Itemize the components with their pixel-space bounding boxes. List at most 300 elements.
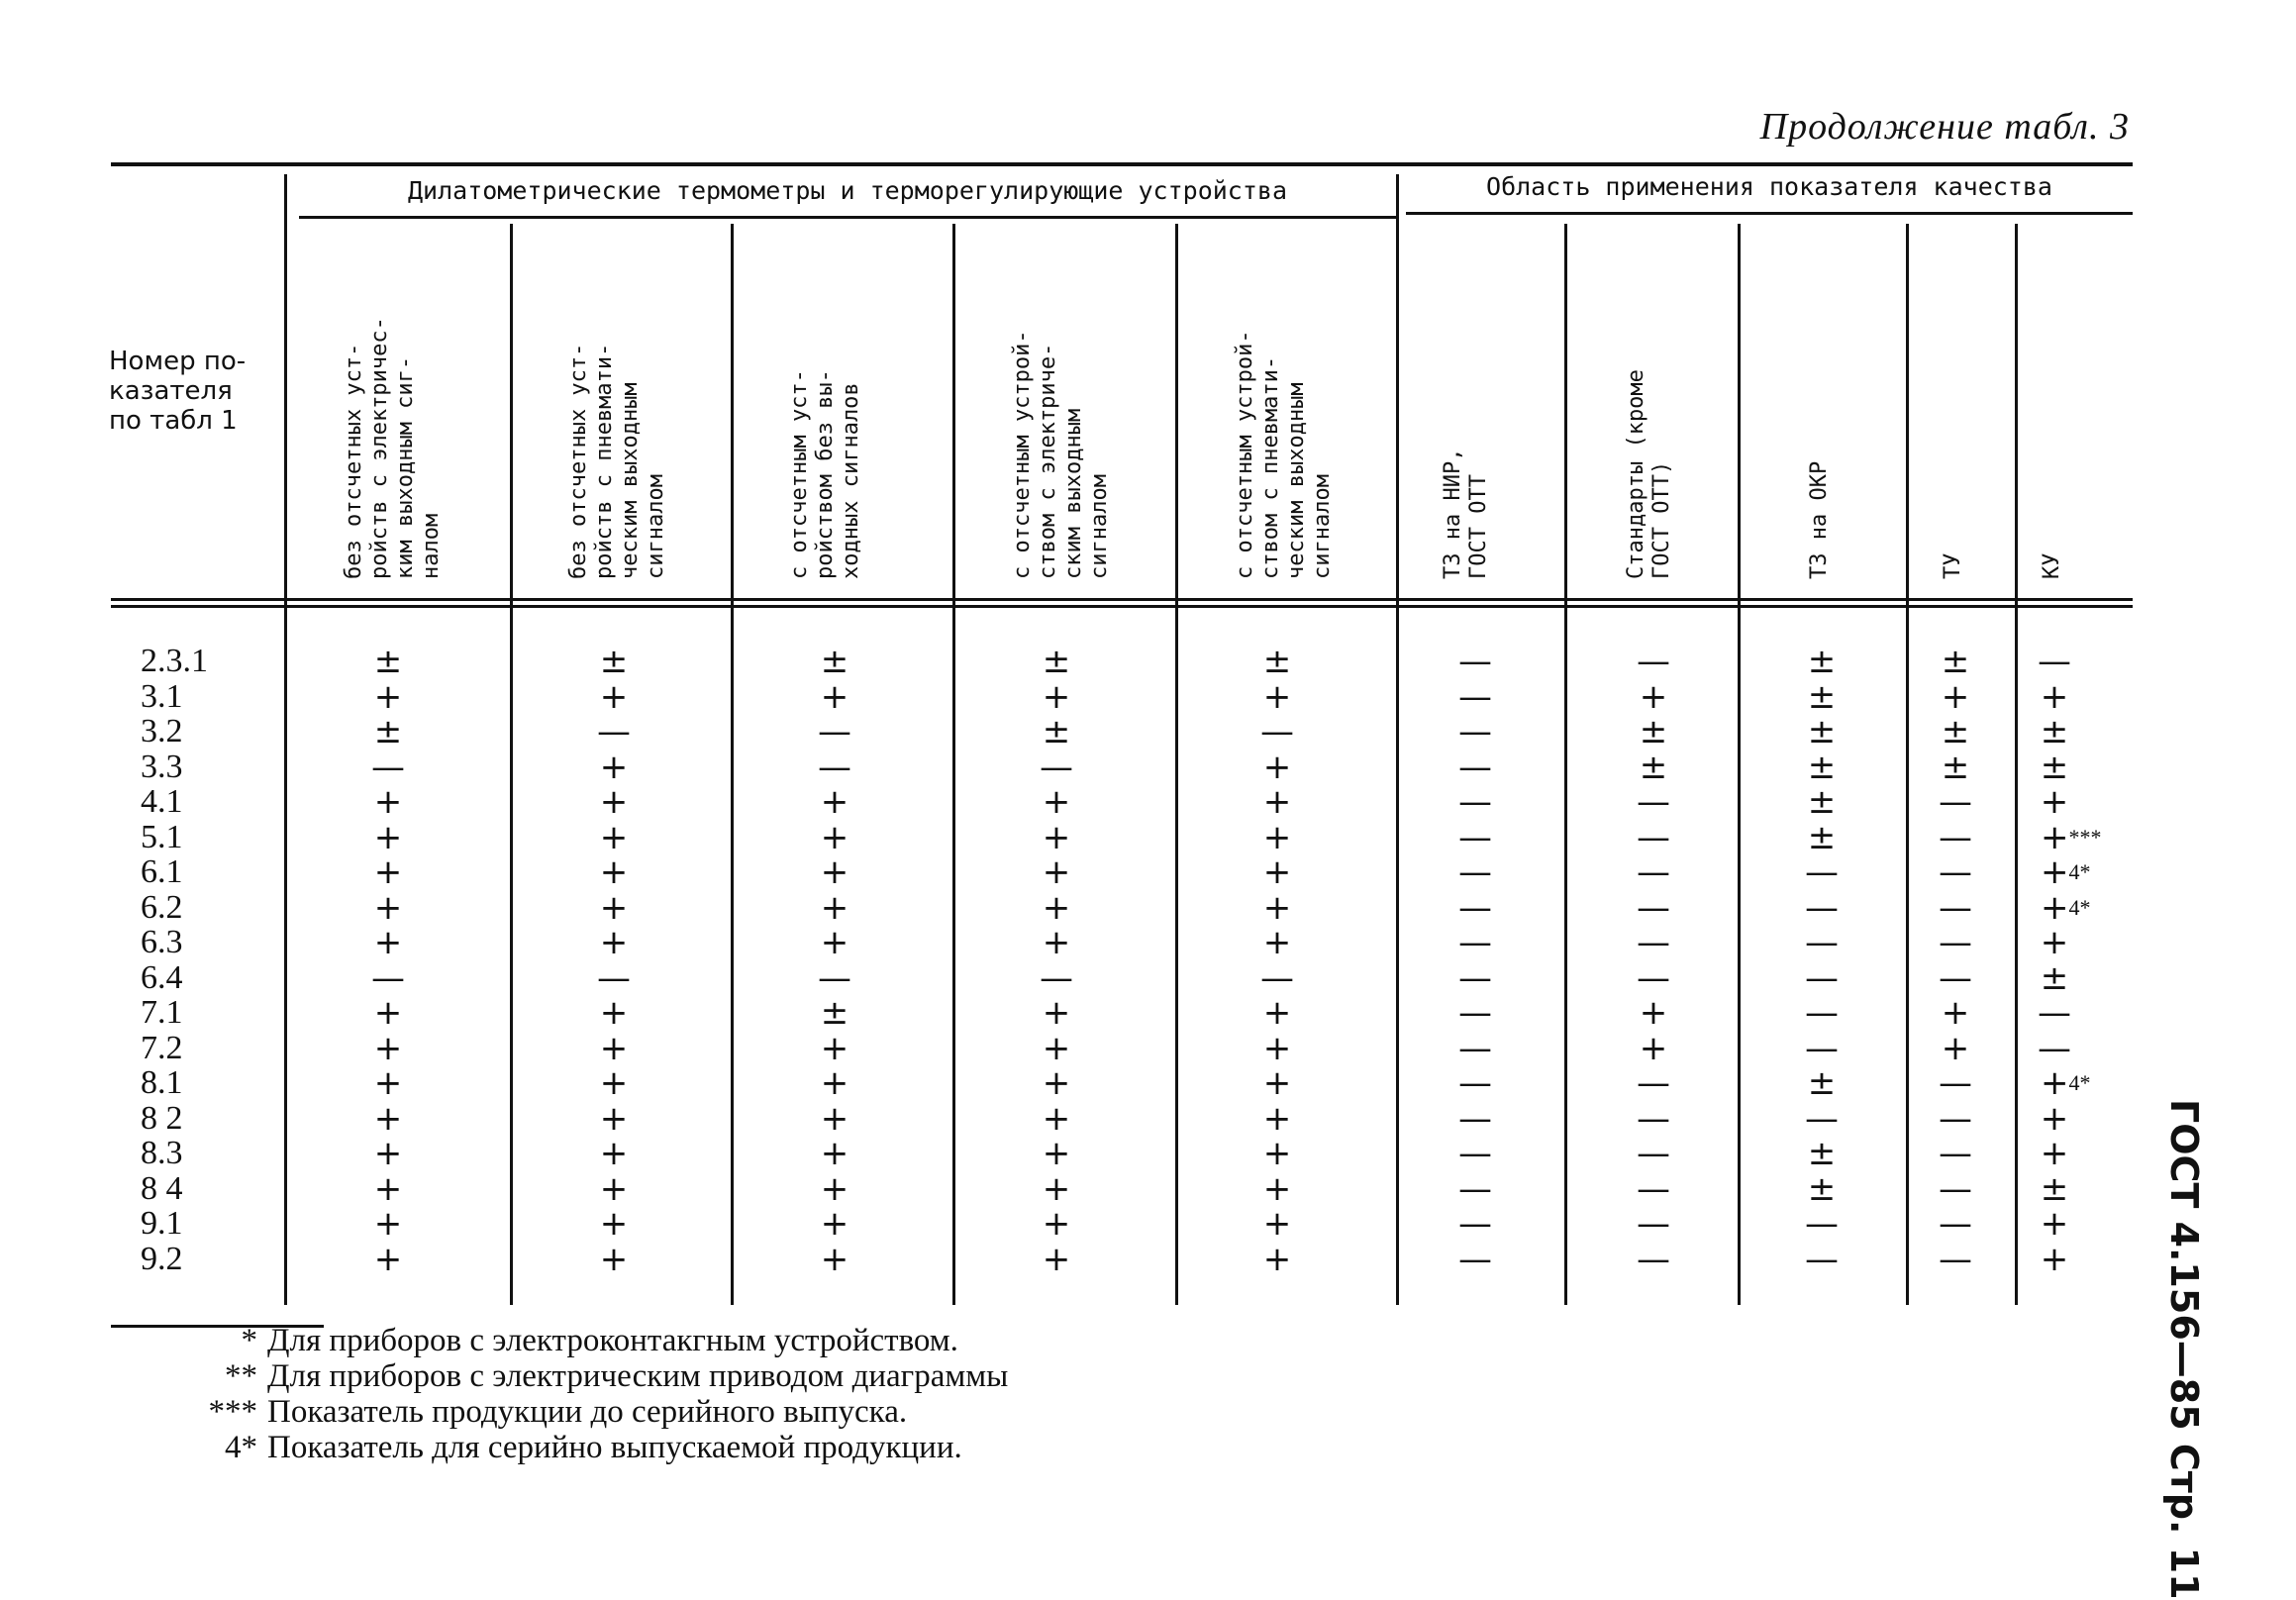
table-cell (1027, 925, 1086, 960)
table-cell (1624, 1206, 1683, 1242)
table-cell (805, 887, 864, 928)
cell-value: — (1805, 1028, 1839, 1068)
table-cell (1926, 676, 1985, 717)
table-cell (2025, 925, 2084, 960)
cell-value: ± (1941, 712, 1970, 751)
table-cell (1027, 1168, 1086, 1209)
column-divider (1175, 224, 1178, 1305)
cell-value: — (1458, 887, 1492, 928)
cell-value: + (820, 1168, 849, 1209)
cell-value: + (820, 676, 849, 717)
table-cell (1624, 1028, 1683, 1068)
row-number: 8 2 (141, 1099, 183, 1137)
table-cell (1792, 887, 1851, 928)
cell-value: ± (373, 642, 403, 681)
cell-value: — (1458, 642, 1492, 681)
cell-value: + (599, 817, 629, 857)
row-number: 8.3 (141, 1135, 183, 1171)
cell-value: + (2040, 676, 2069, 717)
table-cell (2025, 1028, 2084, 1068)
cell-value: — (1458, 712, 1492, 751)
table-cell (805, 1206, 864, 1242)
table-cell (1624, 644, 1683, 679)
table-cell (2025, 1168, 2084, 1209)
table-cell (2041, 817, 2130, 857)
cell-value: ± (1262, 642, 1292, 681)
cell-value: + (2041, 852, 2069, 892)
table-cell (1248, 854, 1307, 890)
cell-value: + (2041, 817, 2069, 857)
table-cell (358, 925, 418, 960)
table-cell (2025, 784, 2084, 820)
cell-value: ± (2040, 712, 2069, 751)
row-number: 3.2 (141, 713, 183, 750)
table-cell (1446, 1239, 1505, 1279)
cell-value: + (2041, 887, 2069, 928)
table-cell (1926, 1206, 1985, 1242)
cell-value: + (1941, 676, 1970, 717)
column-divider (1396, 174, 1399, 1305)
cell-value: + (1042, 1134, 1071, 1173)
column-divider (2015, 224, 2018, 1305)
cell-value: + (1262, 1204, 1292, 1244)
cell-value: + (820, 1204, 849, 1244)
table-cell (1446, 784, 1505, 820)
cell-value: — (1458, 817, 1492, 857)
cell-value: + (1042, 923, 1071, 962)
cell-value: + (1639, 1028, 1668, 1068)
column-header: без отсчетных уст- ройств с электричес- ким выходным сиг- налом (342, 317, 444, 579)
table-cell (1624, 854, 1683, 890)
cell-value: + (1042, 782, 1071, 822)
cell-value: — (1939, 957, 1972, 998)
table-cell (1446, 1206, 1505, 1242)
cell-value: — (1637, 1063, 1670, 1103)
cell-value: — (1458, 676, 1492, 717)
table-cell (1027, 995, 1086, 1031)
table-cell (2025, 676, 2084, 717)
cell-value: — (1458, 852, 1492, 892)
cell-value: + (1262, 1098, 1292, 1139)
row-number: 7.2 (141, 1029, 183, 1066)
table-cell (1926, 1065, 1985, 1101)
column-divider (952, 224, 955, 1305)
row-number: 8 4 (141, 1169, 183, 1207)
table-cell (805, 1098, 864, 1139)
cell-value: + (820, 1028, 849, 1068)
table-cell (584, 854, 644, 890)
cell-value: — (597, 712, 631, 751)
table-cell (584, 957, 644, 998)
cell-value: + (1042, 1204, 1071, 1244)
table-cell (1792, 1206, 1851, 1242)
table-cell (584, 747, 644, 787)
table-cell (1926, 644, 1985, 679)
side-page-label: ГОСТ 4.156—85 Стр. 11 (2162, 1099, 2206, 1600)
table-cell (805, 925, 864, 960)
table-cell (1248, 644, 1307, 679)
cell-value: + (2040, 782, 2069, 822)
cell-value: — (818, 747, 851, 787)
cell-value: — (1637, 817, 1670, 857)
footnote-mark: * (241, 1323, 257, 1358)
cell-value: + (599, 1134, 629, 1173)
table-cell (2025, 995, 2084, 1031)
cell-value: — (1805, 923, 1839, 962)
footnote (188, 1323, 1008, 1358)
cell-value: — (1458, 993, 1492, 1033)
table-cell (2041, 1065, 2130, 1101)
table-cell (805, 784, 864, 820)
cell-value: + (599, 852, 629, 892)
cell-value: — (1637, 782, 1670, 822)
table-cell (805, 644, 864, 679)
table-cell (1792, 1028, 1851, 1068)
table-cell (358, 854, 418, 890)
table-cell (805, 1168, 864, 1209)
table-cell (1446, 1065, 1505, 1101)
footnote (188, 1394, 1008, 1430)
table-cell (1027, 644, 1086, 679)
table-cell (1446, 995, 1505, 1031)
group-right-underline (1406, 212, 2133, 215)
cell-value: ± (820, 642, 849, 681)
table-cell (1248, 995, 1307, 1031)
table-cell (2025, 1206, 2084, 1242)
table-cell (1926, 747, 1985, 787)
table-cell (584, 887, 644, 928)
row-number: 3.3 (141, 748, 183, 785)
table-cell (1926, 784, 1985, 820)
cell-value: — (1458, 923, 1492, 962)
cell-value: — (371, 747, 405, 787)
cell-value: — (1637, 1134, 1670, 1173)
cell-value: — (1458, 1204, 1492, 1244)
cell-value: + (1042, 1098, 1071, 1139)
cell-value: + (373, 676, 403, 717)
cell-value: — (1805, 993, 1839, 1033)
table-cell (1792, 714, 1851, 750)
cell-value: — (818, 957, 851, 998)
table-cell (2041, 854, 2130, 890)
cell-value: ± (1639, 747, 1668, 787)
footnote-mark: 4* (225, 1430, 257, 1465)
column-divider (1564, 224, 1567, 1305)
table-cell (1624, 925, 1683, 960)
cell-value: + (1262, 993, 1292, 1033)
cell-value: — (1458, 1239, 1492, 1279)
table-cell (1248, 817, 1307, 857)
table-cell (584, 1136, 644, 1171)
table-cell (358, 1168, 418, 1209)
cell-value: — (1637, 1098, 1670, 1139)
table-cell (1446, 887, 1505, 928)
cell-value: + (599, 1063, 629, 1103)
table-cell (1248, 1136, 1307, 1171)
cell-value: + (373, 1028, 403, 1068)
table-cell (1027, 1239, 1086, 1279)
cell-value: + (599, 993, 629, 1033)
table-cell (1624, 957, 1683, 998)
table-cell (1027, 887, 1086, 928)
cell-value: + (1262, 1063, 1292, 1103)
cell-value: — (2038, 993, 2071, 1033)
table-cell (1248, 1065, 1307, 1101)
cell-value: + (1042, 1168, 1071, 1209)
cell-value: + (373, 1098, 403, 1139)
cell-value: ± (1941, 642, 1970, 681)
cell-value: — (1637, 923, 1670, 962)
column-divider (284, 174, 287, 1305)
cell-value: — (1458, 1168, 1492, 1209)
table-cell (1446, 957, 1505, 998)
cell-value: + (820, 1239, 849, 1279)
table-cell (1792, 957, 1851, 998)
cell-value: — (1805, 852, 1839, 892)
cell-value: — (1637, 1204, 1670, 1244)
column-header: с отсчетным уст- ройством без вы- ходных сигналов (787, 369, 863, 579)
table-cell (1446, 714, 1505, 750)
table-cell (1624, 1065, 1683, 1101)
table-cell (584, 925, 644, 960)
cell-value: + (373, 1168, 403, 1209)
table-cell (1926, 1168, 1985, 1209)
cell-value: + (1262, 1239, 1292, 1279)
cell-value: — (1458, 1134, 1492, 1173)
table-cell (1624, 887, 1683, 928)
table-cell (1926, 817, 1985, 857)
cell-value: + (599, 1098, 629, 1139)
column-header: без отсчетных уст- ройств с пневмати- ческим выходным сигналом (566, 343, 668, 579)
cell-value: + (599, 1239, 629, 1279)
table-cell (2025, 1239, 2084, 1279)
cell-value: — (1458, 957, 1492, 998)
cell-value: + (373, 1204, 403, 1244)
cell-value: — (1939, 923, 1972, 962)
cell-value: — (1939, 1239, 1972, 1279)
footnote-ref: 4* (2068, 894, 2091, 920)
cell-value: — (1805, 887, 1839, 928)
table-cell (805, 957, 864, 998)
table-cell (1248, 784, 1307, 820)
table-cell (805, 995, 864, 1031)
table-cell (1792, 1065, 1851, 1101)
row-number: 6.3 (141, 924, 183, 960)
table-cell (1446, 925, 1505, 960)
cell-value: + (373, 1239, 403, 1279)
cell-value: — (1637, 642, 1670, 681)
table-cell (584, 784, 644, 820)
table-cell (1027, 1136, 1086, 1171)
cell-value: + (820, 852, 849, 892)
cell-value: + (820, 1098, 849, 1139)
cell-value: — (2038, 642, 2071, 681)
row-number: 9.1 (141, 1205, 183, 1242)
table-cell (1792, 854, 1851, 890)
table-cell (358, 1239, 418, 1279)
column-divider (1738, 224, 1741, 1305)
table-cell (1446, 644, 1505, 679)
cell-value: + (1042, 676, 1071, 717)
table-cell (1792, 1136, 1851, 1171)
table-cell (1027, 747, 1086, 787)
cell-value: — (1939, 782, 1972, 822)
cell-value: + (820, 887, 849, 928)
table-cell (1624, 747, 1683, 787)
cell-value: + (820, 1134, 849, 1173)
column-header: с отсчетным устрой- ством с пневмати- ческим выходным сигналом (1233, 330, 1335, 579)
column-header: ТЗ на НИР, ГОСТ ОТТ (1441, 448, 1491, 579)
cell-value: — (1637, 852, 1670, 892)
header-group-left: Дилатометрические термометры и терморегулирующие устройства (407, 176, 1288, 205)
cell-value: — (1637, 1239, 1670, 1279)
table-cell (805, 714, 864, 750)
table-cell (1248, 747, 1307, 787)
cell-value: + (1262, 1134, 1292, 1173)
cell-value: + (373, 887, 403, 928)
cell-value: + (2040, 1134, 2069, 1173)
table-cell (2025, 747, 2084, 787)
cell-value: + (373, 993, 403, 1033)
table-cell (358, 644, 418, 679)
column-header: КУ (2040, 552, 2064, 579)
column-divider (1906, 224, 1909, 1305)
table-cell (584, 1098, 644, 1139)
table-cell (1027, 1206, 1086, 1242)
table-cell (2025, 714, 2084, 750)
cell-value: + (1262, 887, 1292, 928)
column-header: ТЗ на ОКР (1807, 460, 1832, 579)
row-number: 9.2 (141, 1240, 183, 1277)
table-cell (1792, 1168, 1851, 1209)
table-cell (805, 1136, 864, 1171)
cell-value: + (1042, 852, 1071, 892)
cell-value: + (1042, 817, 1071, 857)
row-number: 8.1 (141, 1064, 183, 1101)
cell-value: + (599, 923, 629, 962)
cell-value: — (1458, 1098, 1492, 1139)
footnote-text: Для приборов с электрическим приводом диаграммы (267, 1358, 1009, 1394)
cell-value: + (599, 676, 629, 717)
table-cell (358, 1098, 418, 1139)
table-cell (1027, 676, 1086, 717)
table-cell (1446, 1028, 1505, 1068)
cell-value: ± (1807, 782, 1837, 822)
cell-value: — (1805, 957, 1839, 998)
cell-value: — (1637, 1168, 1670, 1209)
cell-value: + (1042, 1239, 1071, 1279)
cell-value: — (1805, 1098, 1839, 1139)
table-cell (805, 854, 864, 890)
table-cell (1792, 1239, 1851, 1279)
cell-value: ± (1807, 1168, 1837, 1209)
cell-value: + (1042, 887, 1071, 928)
table-cell (805, 1239, 864, 1279)
table-cell (1792, 1098, 1851, 1139)
cell-value: ± (1639, 712, 1668, 751)
cell-value: ± (2040, 747, 2069, 787)
table-cell (1248, 1098, 1307, 1139)
cell-value: + (2040, 1239, 2069, 1279)
cell-value: — (1939, 1098, 1972, 1139)
table-cell (1926, 1028, 1985, 1068)
cell-value: + (820, 923, 849, 962)
footnote-mark: *** (208, 1394, 257, 1430)
table-cell (805, 1065, 864, 1101)
cell-value: — (1260, 957, 1294, 998)
cell-value: ± (1042, 642, 1071, 681)
table-cell (1248, 1168, 1307, 1209)
cell-value: + (1262, 923, 1292, 962)
row-number: 2.3.1 (141, 643, 208, 679)
table-cell (358, 887, 418, 928)
column-divider (731, 224, 734, 1305)
table-cell (1446, 817, 1505, 857)
table-cell (1027, 714, 1086, 750)
table-cell (1248, 1239, 1307, 1279)
cell-value: + (599, 1028, 629, 1068)
table-cell (358, 1206, 418, 1242)
table-cell (1446, 1098, 1505, 1139)
cell-value: ± (2040, 1168, 2069, 1209)
table-cell (1027, 1065, 1086, 1101)
table-cell (1248, 925, 1307, 960)
table-cell (358, 747, 418, 787)
cell-value: — (1637, 887, 1670, 928)
table-cell (1926, 1098, 1985, 1139)
cell-value: ± (1807, 1063, 1837, 1103)
table-cell (1624, 1098, 1683, 1139)
table-cell (584, 1028, 644, 1068)
row-label-header: Номер по- казателя по табл 1 (109, 347, 247, 436)
table-cell (2025, 957, 2084, 998)
cell-value: ± (1941, 747, 1970, 787)
table-cell (1446, 1136, 1505, 1171)
row-number: 7.1 (141, 994, 183, 1031)
column-divider (510, 224, 513, 1305)
table-cell (805, 1028, 864, 1068)
cell-value: + (820, 1063, 849, 1103)
table-cell (1926, 714, 1985, 750)
cell-value: ± (1807, 747, 1837, 787)
cell-value: + (599, 747, 629, 787)
cell-value: + (2040, 923, 2069, 962)
table-cell (584, 714, 644, 750)
cell-value: — (1458, 1063, 1492, 1103)
cell-value: — (2038, 1028, 2071, 1068)
table-cell (1792, 817, 1851, 857)
table-cell (1792, 925, 1851, 960)
footnote-ref: *** (2068, 824, 2102, 850)
table-cell (1926, 854, 1985, 890)
cell-value: — (1637, 957, 1670, 998)
cell-value: + (2040, 1204, 2069, 1244)
footnote-text: Показатель продукции до серийного выпуска. (267, 1394, 908, 1430)
cell-value: + (1262, 747, 1292, 787)
cell-value: ± (373, 712, 403, 751)
cell-value: — (1458, 747, 1492, 787)
cell-value: — (1939, 1204, 1972, 1244)
table-cell (2041, 887, 2130, 928)
table-cell (358, 1028, 418, 1068)
table-cell (584, 1065, 644, 1101)
table-cell (1248, 714, 1307, 750)
cell-value: + (373, 817, 403, 857)
table-cell (1446, 676, 1505, 717)
table-cell (805, 747, 864, 787)
cell-value: + (1262, 676, 1292, 717)
cell-value: — (1040, 747, 1073, 787)
